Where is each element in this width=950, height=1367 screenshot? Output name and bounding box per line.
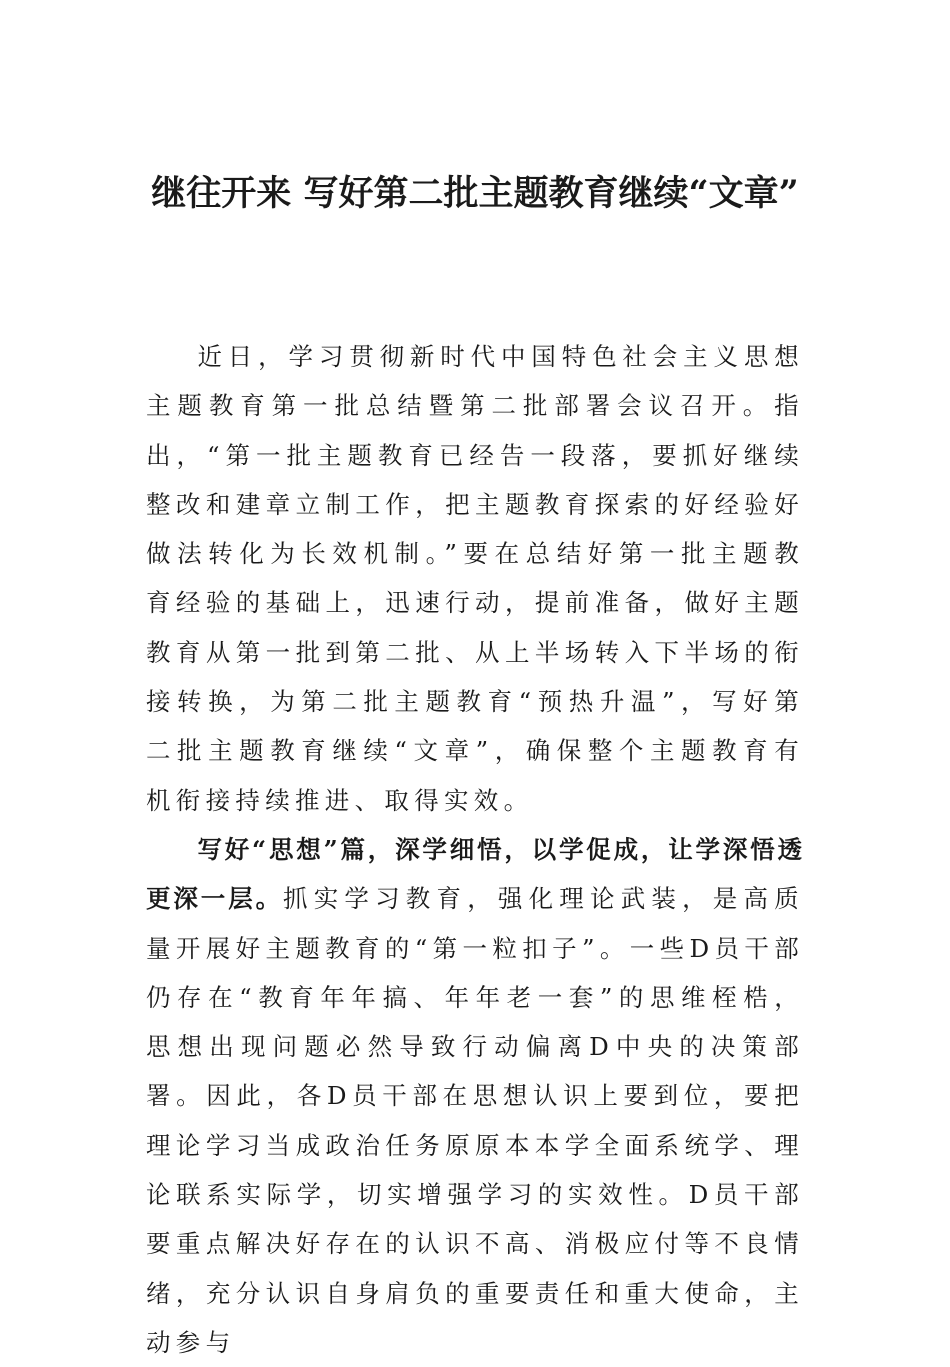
paragraph-thought-lead: 写好“思想”篇，深学细悟，以学促成，让学深悟透更深一层。 xyxy=(146,834,804,914)
paragraph-intro-text: 近日，学习贯彻新时代中国特色社会主义思想主题教育第一批总结暨第二批部署会议召开。指出，“第一批主题教育已经告一段落，要抓好继续整改和建章立制工作，把主题教育探索的好经验好做法转化为长效机制。”要在总结好第一批主题教育经验的基础上，迅速行动，提前准备，做好主题教育从第一批到第二批、从上半场转入下半场的衔接转换，为第二批主题教育“预热升温”，写好第二批主题教育继续“文章”，确保整个主题教育有机衔接持续推进、取得实效。 xyxy=(146,342,804,815)
paragraph-thought xyxy=(146,825,804,1367)
document-title: 继往开来 写好第二批主题教育继续“文章” xyxy=(151,173,799,214)
paragraph-intro xyxy=(146,332,804,825)
document-body xyxy=(146,332,804,1367)
paragraph-thought-text: 抓实学习教育，强化理论武装，是高质量开展好主题教育的“第一粒扣子”。一些D员干部仍存在“教育年年搞、年年老一套”的思维桎梏，思想出现问题必然导致行动偏离D中央的决策部署。因此，各D员干部在思想认识上要到位，要把理论学习当成政治任务原原本本学全面系统学、理论联系实际学，切实增强学习的实效性。D员干部要重点解决好存在的认识不高、消极应付等不良情绪，充分认识自身肩负的重要责任和重大使命，主动参与 xyxy=(146,884,804,1357)
